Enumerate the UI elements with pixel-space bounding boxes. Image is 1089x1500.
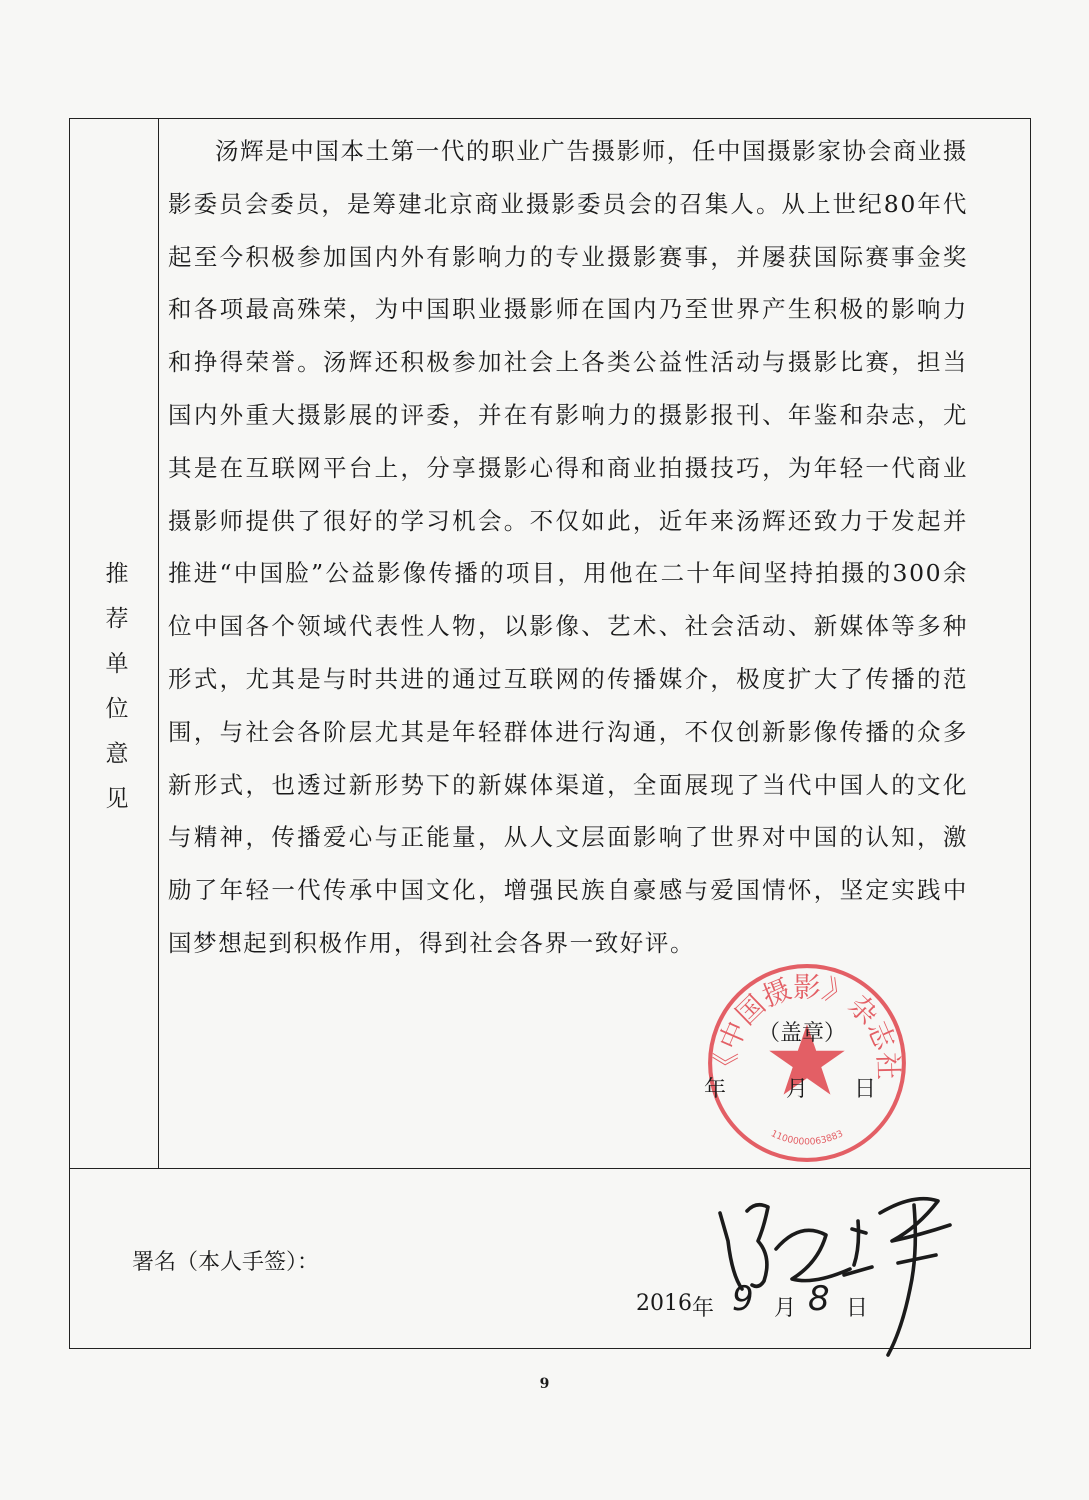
stamp-label: （盖章） xyxy=(758,1021,847,1046)
signature-label: 署名（本人手签）： xyxy=(132,1250,320,1275)
stamp-date-month-char: 月 xyxy=(786,1077,809,1102)
signature-day-char: 日 xyxy=(846,1296,869,1321)
section-label-cell xyxy=(70,119,158,1168)
handwritten-signature xyxy=(702,1171,992,1381)
row-divider xyxy=(70,1168,1030,1169)
seal-text: 《中国摄影》杂志社 xyxy=(710,971,904,1081)
seal-number: 1100000063883 xyxy=(769,1128,845,1148)
page-number: 9 xyxy=(539,1376,550,1392)
official-seal-stamp xyxy=(705,961,909,1165)
opinion-paragraph: 汤辉是中国本土第一代的职业广告摄影师，任中国摄影家协会商业摄影委员会委员，是筹建北京商业摄影委员会的召集人。从上世纪80年代起至今积极参加国内外有影响力的专业摄影赛事，并屡获国际赛事金奖和各项最高殊荣，为中国职业摄影师在国内乃至世界产生积极的影响力和挣得荣誉。汤辉还积极参加社会上各类公益性活动与摄影比赛，担当国内外重大摄影展的评委，并在有影响力的摄影报刊、年鉴和杂志，尤其是在互联网平台上，分享摄影心得和商业拍摄技巧，为年轻一代商业摄影师提供了很好的学习机会。不仅如此，近年来汤辉还致力于发起并推进“中国脸”公益影像传播的项目，用他在二十年间坚持拍摄的300余位中国各个领域代表性人物，以影像、艺术、社会活动、新媒体等多种形式，尤其是与时共进的通过互联网的传播媒介，极度扩大了传播的范围，与社会各阶层尤其是年轻群体进行沟通，不仅创新影像传播的众多新形式，也透过新形势下的新媒体渠道，全面展现了当代中国人的文化与精神，传播爱心与正能量，从人文层面影响了世界对中国的认知，激励了年轻一代传承中国文化，增强民族自豪感与爱国情怀，坚定实践中国梦想起到积极作用，得到社会各界一致好评。 xyxy=(168,137,968,957)
signature-year-char: 年 xyxy=(692,1296,715,1321)
recommendation-form-table xyxy=(69,118,1031,1349)
stamp-date-day-char: 日 xyxy=(854,1077,877,1102)
stamp-date-row xyxy=(704,1072,904,1102)
column-divider xyxy=(158,119,159,1168)
signature-month-char: 月 xyxy=(774,1296,797,1321)
signature-day-handwritten: 8 xyxy=(808,1279,830,1319)
signature-date xyxy=(636,1279,886,1321)
signature-month-handwritten: 9 xyxy=(732,1279,754,1319)
signature-year: 2016 xyxy=(636,1291,692,1316)
section-label: 推荐单位意见 xyxy=(101,560,128,831)
stamp-date-year-char: 年 xyxy=(704,1077,727,1102)
recommendation-opinion-text xyxy=(168,125,968,970)
